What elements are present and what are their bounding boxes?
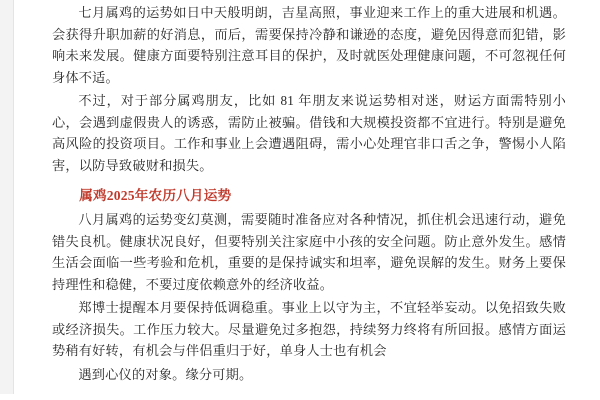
paragraph: 遇到心仪的对象。缘分可期。 xyxy=(78,366,253,382)
page-bottom-fade xyxy=(0,394,600,400)
section-heading: 属鸡2025年农历八月运势 xyxy=(79,188,232,203)
paragraph: 八月属鸡的运势变幻莫测，需要随时准备应对各种情况，抓住机会迅速行动，避免错失良机。健康状况良好，但要特别关注家庭中小孩的安全问题。防止意外发生。感情生活会面临一些考验和危机，重要的是保持诚实和坦率，避免误解的发生。财务上要保持理性和稳健，不要过度依赖意外的经济收益。 xyxy=(52,212,566,292)
paragraph: 郑博士提醒本月要保持低调稳重。事业上以守为主，不宜轻举妄动。以免招致失败或经济损失。工作压力较大。尽量避免过多抱怨，持续努力终将有所回报。感情方面运势稍有好转，有机会与伴侣重归于好，单身人士也有机会 xyxy=(52,300,566,358)
document-content xyxy=(52,0,566,385)
paragraph: 不过，对于部分属鸡朋友，比如 81 年朋友来说运势相对迷，财运方面需特别小心，会遇到虚假贵人的诱惑，需防止被骗。借钱和大规模投资都不宜进行。特别是避免高风险的投资项目。工作和事业上会遭遇阻碍，需小心处理官非口舌之争，警惕小人陷害，以防导致破财和损失。 xyxy=(52,93,566,173)
paragraph: 七月属鸡的运势如日中天般明朗，吉星高照，事业迎来工作上的重大进展和机遇。会获得升职加薪的好消息，而后，需要保持冷静和谦逊的态度，避免因得意而犯错，影响未来发展。健康方面要特别注意耳目的保护，及时就医处理健康问题，不可忽视任何身体不适。 xyxy=(52,5,566,85)
page-left-margin-rule xyxy=(0,0,14,400)
